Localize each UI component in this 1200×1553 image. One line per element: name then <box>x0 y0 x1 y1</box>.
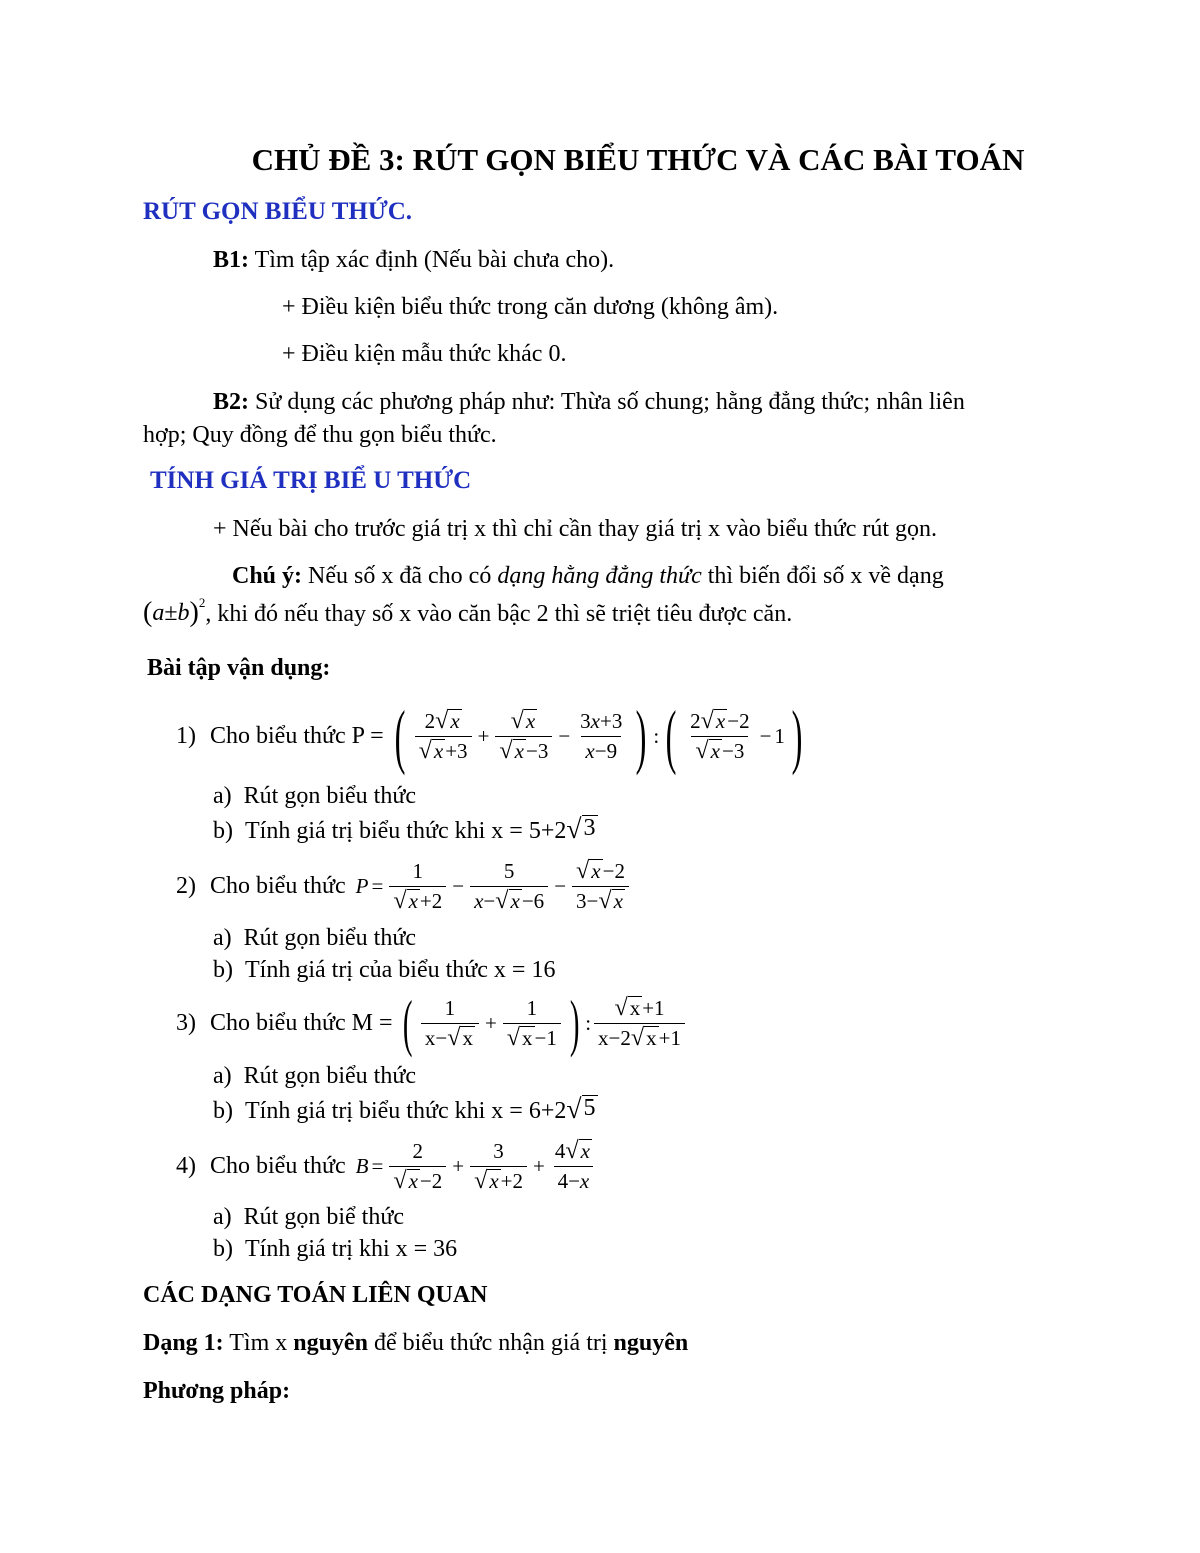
note-label: Chú ý: <box>232 563 303 589</box>
note-text-b: thì biến đổi số x về dạng <box>701 563 944 589</box>
note-line-1 <box>232 563 944 590</box>
exercise-2-part-a-text: Rút gọn biểu thức <box>243 925 416 951</box>
step-b1-label: B1: <box>213 247 249 273</box>
step-b2-text: Sử dụng các phương pháp như: Thừa số chung; hằng đẳng thức; nhân liên <box>249 389 965 415</box>
label-b: b) <box>213 1098 233 1124</box>
exercise-4-number: 4) <box>176 1152 196 1179</box>
exercise-3-root-value: 5 <box>583 1095 596 1121</box>
condition-1: + Điều kiện biểu thức trong căn dương (không âm). <box>282 294 779 320</box>
exercise-3-part-b <box>213 1095 598 1125</box>
exercise-4-formula: B = 2 √ x −2 + 3 √ x +2 + 4 √ x 4−x <box>356 1139 599 1194</box>
step-b2-label: B2: <box>213 389 249 415</box>
step-b1 <box>213 247 614 274</box>
exercise-1 <box>176 696 809 776</box>
exercise-2-part-b-text: Tính giá trị của biểu thức x = 16 <box>245 957 556 983</box>
exercise-1-number: 1) <box>176 722 196 749</box>
root-symbol: √ 5 <box>566 1093 596 1124</box>
problem-type-1-bold-1: nguyên <box>293 1330 368 1356</box>
exercise-2-part-b <box>213 957 555 984</box>
label-b: b) <box>213 1236 233 1262</box>
exercise-2 <box>176 853 632 919</box>
exercise-4-part-a <box>213 1204 404 1231</box>
method-heading: Phương pháp: <box>143 1378 291 1404</box>
exercise-1-part-a <box>213 783 416 810</box>
exercise-4-part-b <box>213 1236 457 1263</box>
exercise-1-root-value: 3 <box>583 815 596 841</box>
related-problems-heading: CÁC DẠNG TOÁN LIÊN QUAN <box>143 1282 488 1308</box>
exercise-3-number: 3) <box>176 1009 196 1036</box>
problem-type-1-bold-2: nguyên <box>613 1330 689 1356</box>
exercise-4-lead: Cho biểu thức <box>210 1152 346 1179</box>
exercise-4 <box>176 1133 599 1199</box>
exercise-3 <box>176 987 688 1058</box>
problem-type-1-label: Dạng 1: <box>143 1330 224 1356</box>
exercise-2-lead: Cho biểu thức <box>210 872 346 899</box>
label-b: b) <box>213 957 233 983</box>
problem-type-1-text-a: Tìm x <box>223 1330 294 1356</box>
note-line-2 <box>143 597 792 629</box>
exercise-1-part-b-text: Tính giá trị biểu thức khi x = 5+2 <box>245 818 567 844</box>
label-a: a) <box>213 783 232 809</box>
step-b2-continued: hợp; Quy đồng để thu gọn biểu thức. <box>143 422 497 448</box>
exercise-1-part-b <box>213 815 598 845</box>
root-symbol: √ 3 <box>566 813 596 844</box>
note-line-2-text: , khi đó nếu thay số x vào căn bậc 2 thì sẽ triệt tiêu được căn. <box>205 601 793 627</box>
exercise-2-number: 2) <box>176 872 196 899</box>
label-a: a) <box>213 1063 232 1089</box>
section-heading-evaluate: TÍNH GIÁ TRỊ BIỂ U THỨC <box>150 467 472 494</box>
exercises-heading: Bài tập vận dụng: <box>147 655 331 681</box>
label-a: a) <box>213 925 232 951</box>
problem-type-1 <box>143 1330 688 1357</box>
square-form-expression: ( a ± b ) $^2$ <box>143 595 206 628</box>
evaluate-rule: + Nếu bài cho trước giá trị x thì chỉ cần thay giá trị x vào biểu thức rút gọn. <box>213 516 938 542</box>
exercise-3-part-b-text: Tính giá trị biểu thức khi x = 6+2 <box>245 1098 567 1124</box>
exercise-2-formula: P = 1 √ x +2 − 5 x− √ x −6 − √ x −2 3− √ x <box>356 859 632 914</box>
condition-2: + Điều kiện mẫu thức khác 0. <box>282 341 567 367</box>
exercise-3-lead: Cho biểu thức M = <box>210 1009 393 1036</box>
exercise-1-part-a-text: Rút gọn biểu thức <box>243 783 416 809</box>
exercise-1-lead: Cho biểu thức P = <box>210 722 384 749</box>
exercise-3-part-a <box>213 1063 416 1090</box>
exercise-3-part-a-text: Rút gọn biểu thức <box>243 1063 416 1089</box>
exercise-4-part-b-text: Tính giá trị khi x = 36 <box>245 1236 458 1262</box>
label-b: b) <box>213 818 233 844</box>
step-b2 <box>213 389 965 416</box>
exercise-4-part-a-text: Rút gọn biể thức <box>243 1204 404 1230</box>
note-italic: dạng hằng đẳng thức <box>497 563 702 589</box>
label-a: a) <box>213 1204 232 1230</box>
exercise-3-formula: ( 1 x− √ x + 1 √ x −1 ) : √ x +1 x−2 √ x +1 <box>397 991 688 1055</box>
exercise-1-formula: ( 2 √ x √ x +3 + √ x √ x −3 − $\frac{3x+3}{x-9}$ ) : ( 2 √ x −2 √ x −3 − 1 ) <box>394 696 803 776</box>
exercise-2-part-a <box>213 925 416 952</box>
page-title: CHỦ ĐỀ 3: RÚT GỌN BIỂU THỨC VÀ CÁC BÀI TOÁN <box>251 142 1025 177</box>
section-heading-simplify: RÚT GỌN BIỂU THỨC. <box>143 198 413 225</box>
step-b1-text: Tìm tập xác định (Nếu bài chưa cho). <box>249 247 615 273</box>
problem-type-1-text-b: để biểu thức nhận giá trị <box>367 1330 614 1356</box>
note-text-a: Nếu số x đã cho có <box>302 563 498 589</box>
